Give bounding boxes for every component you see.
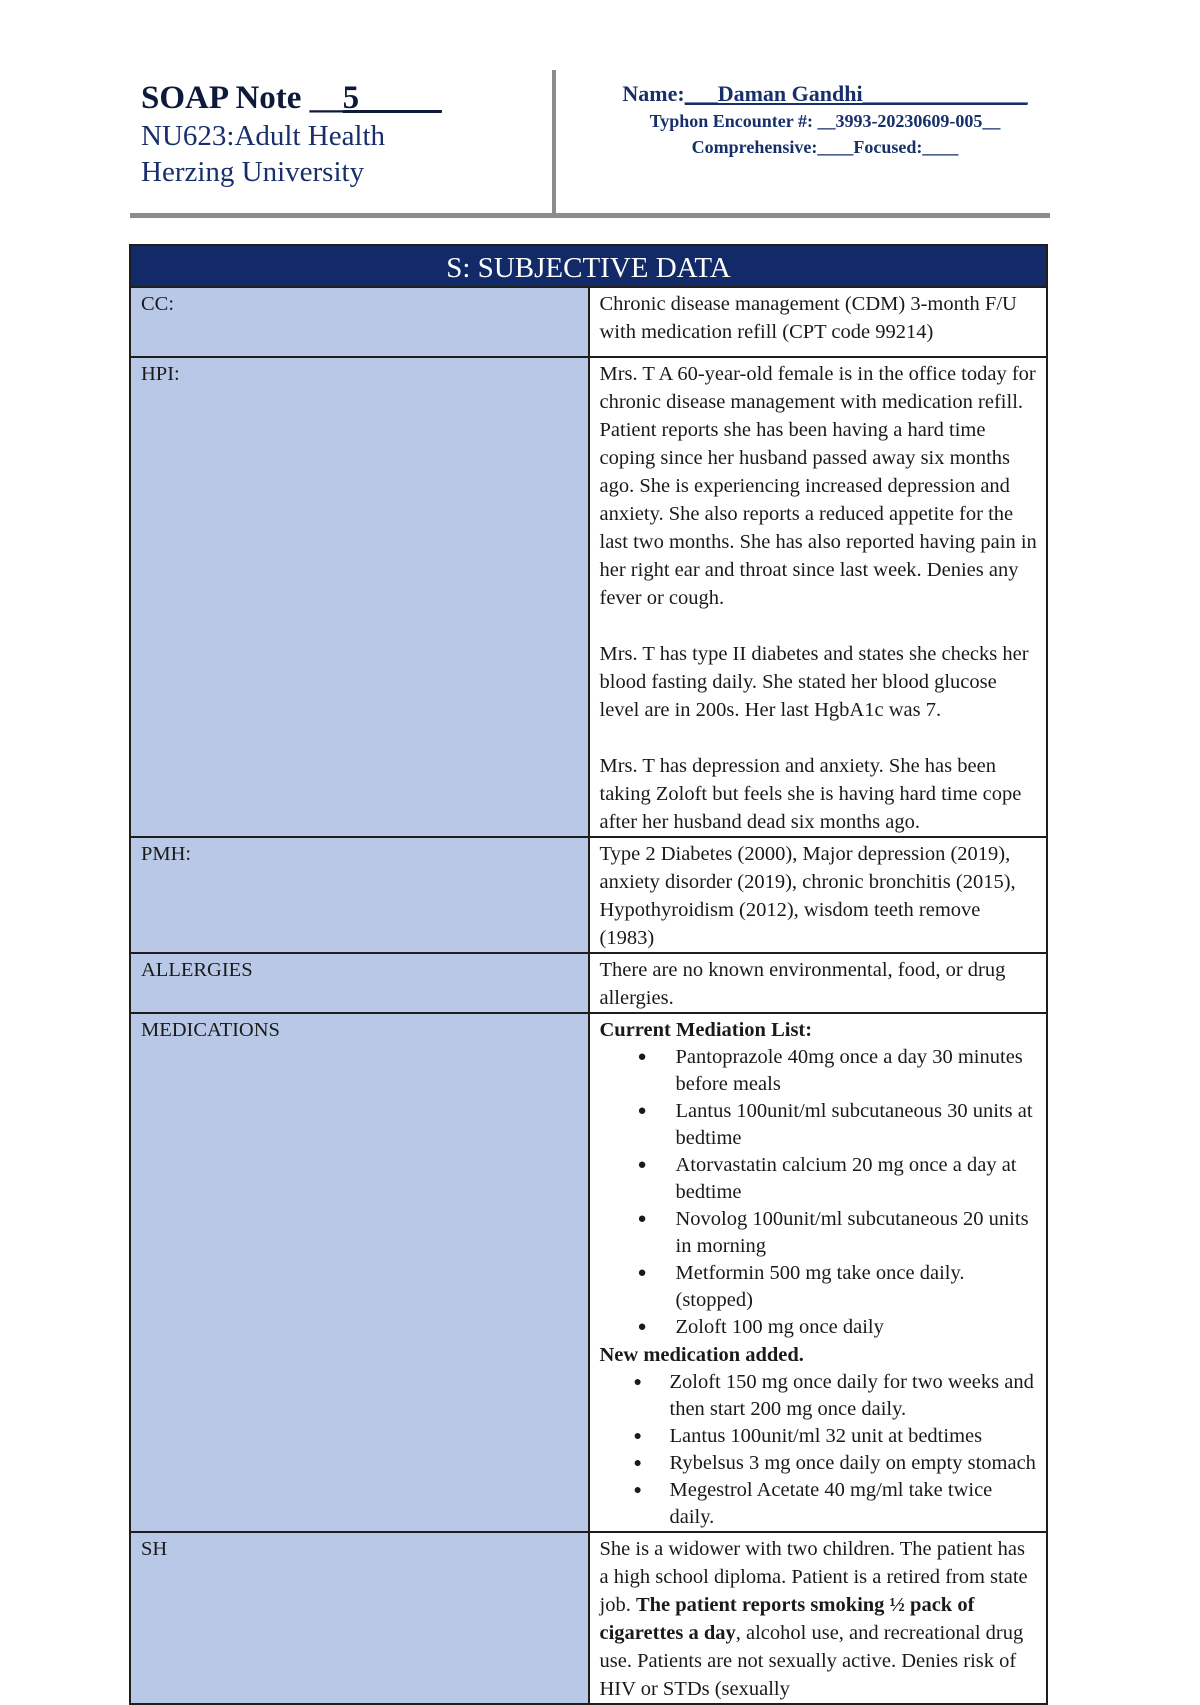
hpi-paragraph: Mrs. T has type II diabetes and states she checks her blood fasting daily. She stated her blood glucose level are in 200s. Her last HgbA1c was 7. bbox=[599, 643, 1029, 721]
title-number: 5 bbox=[342, 80, 360, 116]
row-pmh bbox=[130, 837, 1047, 953]
sh-smoking-text: The patient reports smoking ½ pack of cigarettes a day bbox=[599, 1594, 975, 1644]
row-cc bbox=[130, 287, 1047, 357]
medication-item: ● Rybelsus 3 mg once daily on empty stomach bbox=[600, 1450, 1039, 1477]
hpi-paragraph: Mrs. T has depression and anxiety. She has been taking Zoloft but feels she is having hard time cope after her husband dead six months ago. bbox=[599, 755, 1022, 833]
hpi-paragraph: Mrs. T A 60-year-old female is in the office today for chronic disease management with medication refill. Patient reports she has been having a hard time coping since her husband passed away six months ago. She is experiencing increased depression and anxiety. She also reports a reduced appetite for the last two months. She has also reported having pain in her right ear and throat since last week. Denies any fever or cough. bbox=[599, 363, 1037, 609]
cc-label: CC: bbox=[130, 287, 589, 357]
medication-item: ● Zoloft 150 mg once daily for two weeks and then start 200 mg once daily. bbox=[600, 1369, 1039, 1423]
sh-text: She is a widower with two children. The patient has a high school diploma. Patient is a retired from state job. bbox=[599, 1538, 1028, 1616]
typhon-encounter bbox=[600, 108, 1050, 134]
visit-type: Comprehensive:____Focused:____ bbox=[691, 137, 959, 157]
typhon-value: __3993-20230609-005__ bbox=[817, 111, 1001, 131]
cc-value: Chronic disease management (CDM) 3-month F/U with medication refill (CPT code 99214) bbox=[589, 287, 1048, 357]
header-divider-vertical bbox=[552, 70, 556, 214]
school-name: Herzing University bbox=[141, 156, 365, 188]
medication-item: ● Metformin 500 mg take once daily. (stopped) bbox=[600, 1260, 1039, 1314]
row-hpi bbox=[130, 357, 1047, 837]
name-label: Name: bbox=[622, 81, 685, 106]
name-value: ___Daman Gandhi_______________ bbox=[684, 81, 1028, 106]
current-medication-heading: Current Mediation List: bbox=[599, 1019, 813, 1041]
medication-item: ● Lantus 100unit/ml subcutaneous 30 units at bedtime bbox=[600, 1098, 1039, 1152]
current-medication-list bbox=[600, 1044, 1039, 1341]
sh-value bbox=[589, 1532, 1048, 1704]
allergies-label: ALLERGIES bbox=[130, 953, 589, 1013]
section-title: S: SUBJECTIVE DATA bbox=[130, 245, 1047, 287]
title-prefix: SOAP Note __ bbox=[141, 80, 343, 116]
header-right bbox=[600, 80, 1050, 160]
header-divider-horizontal bbox=[130, 213, 1050, 218]
medication-item: ● Pantoprazole 40mg once a day 30 minutes before meals bbox=[600, 1044, 1039, 1098]
typhon-label: Typhon Encounter #: bbox=[649, 111, 813, 131]
medication-item: ● Atorvastatin calcium 20 mg once a day at bedtime bbox=[600, 1152, 1039, 1206]
medication-item: ● Novolog 100unit/ml subcutaneous 20 units in morning bbox=[600, 1206, 1039, 1260]
row-sh bbox=[130, 1532, 1047, 1704]
student-name bbox=[600, 80, 1050, 108]
header-left bbox=[141, 78, 541, 190]
hpi-label: HPI: bbox=[130, 357, 589, 837]
row-allergies bbox=[130, 953, 1047, 1013]
new-medication-list bbox=[600, 1369, 1039, 1531]
pmh-value: Type 2 Diabetes (2000), Major depression (2019), anxiety disorder (2019), chronic bronchitis (2015), Hypothyroidism (2012), wisdom teeth remove (1983) bbox=[589, 837, 1048, 953]
sh-label: SH bbox=[130, 1532, 589, 1704]
row-medications bbox=[130, 1013, 1047, 1532]
medication-item: ● Zoloft 100 mg once daily bbox=[600, 1314, 1039, 1341]
page-title bbox=[141, 78, 541, 118]
title-suffix: _____ bbox=[359, 80, 442, 116]
allergies-value: There are no known environmental, food, or drug allergies. bbox=[589, 953, 1048, 1013]
medications-label: MEDICATIONS bbox=[130, 1013, 589, 1532]
new-medication-heading: New medication added. bbox=[599, 1344, 804, 1366]
hpi-value bbox=[589, 357, 1048, 837]
sh-text: , alcohol use, and recreational drug use. Patients are not sexually active. Denies risk of HIV or STDs (sexually bbox=[599, 1622, 1024, 1700]
subjective-data-table bbox=[129, 244, 1048, 1705]
medications-value bbox=[589, 1013, 1048, 1532]
course-name: NU623:Adult Health bbox=[141, 120, 386, 152]
pmh-label: PMH: bbox=[130, 837, 589, 953]
medication-item: ● Megestrol Acetate 40 mg/ml take twice daily. bbox=[600, 1477, 1039, 1531]
medication-item: ● Lantus 100unit/ml 32 unit at bedtimes bbox=[600, 1423, 1039, 1450]
